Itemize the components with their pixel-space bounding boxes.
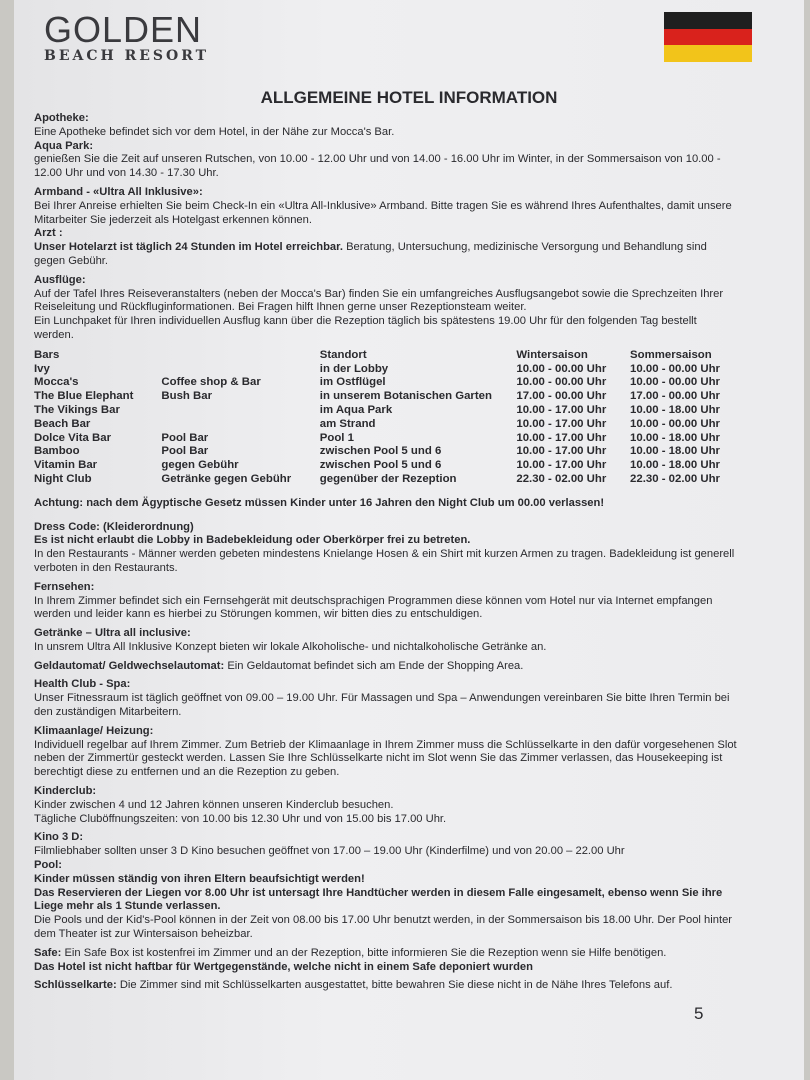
bars-cell: Wintersaison [516,348,588,361]
text-armband: Bei Ihrer Anreise erhielten Sie beim Check-In ein «Ultra All-Inklusive» Armband. Bitte tragen Sie es während Ihres Aufenthaltes, damit unsere Mitarbeiter Sie jederzeit als Hotelgast erkennen können. [34,199,732,226]
bars-cell: Getränke gegen Gebühr [161,472,292,485]
bars-cell: 10.00 - 00.00 Uhr [630,376,720,389]
text-schluessel [34,979,739,993]
text-aquapark: genießen Sie die Zeit auf unseren Rutschen, von 10.00 - 12.00 Uhr und von 14.00 - 16.00 Uhr im Winter, in der Sommersaison von 10.00 - 12.00 Uhr und von 14.30 - 17.30 Uhr. [34,153,721,180]
page-title: ALLGEMEINE HOTEL INFORMATION [260,88,558,107]
bars-cell: am Strand [319,417,376,430]
text-klima: Individuell regelbar auf Ihrem Zimmer. Zum Betrieb der Klimaanlage in Ihrem Zimmer muss die Schlüsselkarte in den dafür vorgesehenen Slot neben der Zimmertür gesteckt werden. Lassen Sie Ihre Schlüsselkarte nicht im Slot wenn Sie das Zimmer verlassen, das Housekeeping ist berechtigt diese zu entfernen und an die Rezeption zu geben. [34,738,737,779]
heading-pool: Pool: [34,859,62,872]
text-kinderclub-1: Kinder zwischen 4 und 12 Jahren können unseren Kinderclub besuchen. [34,798,394,811]
bars-cell: Dolce Vita Bar [34,431,112,444]
flag-stripe-black [664,12,752,29]
bars-cell: Pool Bar [161,445,209,458]
bars-cell: Pool 1 [319,431,354,444]
bars-cell: 10.00 - 18.00 Uhr [630,431,720,444]
heading-kino: Kino 3 D: [34,831,84,844]
heading-getraenke: Getränke – Ultra all inclusive: [34,627,191,640]
bars-cell: 22.30 - 02.00 Uhr [516,472,607,485]
text-safe-bold: Das Hotel ist nicht haftbar für Wertgegenstände, welche nicht in einem Safe deponiert wurden [34,960,533,973]
bars-cell: 10.00 - 17.00 Uhr [516,403,607,416]
bars-row [34,445,739,459]
bars-cell: Sommersaison [630,348,712,361]
bars-cell: 10.00 - 17.00 Uhr [516,417,607,430]
heading-aquapark: Aqua Park: [34,139,94,152]
text-arzt-bold: Unser Hotelarzt ist täglich 24 Stunden im Hotel erreichbar. [34,241,343,254]
bars-cell: Coffee shop & Bar [161,376,261,389]
bars-cell: 17.00 - 00.00 Uhr [516,390,607,403]
text-schluessel-rest: Die Zimmer sind mit Schlüsselkarten ausgestattet, bitte bewahren Sie diese nicht in de Nähe Ihres Telefons auf. [116,979,673,992]
heading-arzt: Arzt : [34,227,63,240]
text-safe [34,947,739,961]
bars-cell: Beach Bar [34,417,91,430]
text-safe-rest: Ein Safe Box ist kostenfrei im Zimmer und an der Rezeption, bitte informieren Sie die Rezeption wenn sie Hilfe benötigen. [61,946,667,959]
text-geldautomat [34,660,739,674]
bars-cell: 10.00 - 00.00 Uhr [516,376,607,389]
bars-cell: 22.30 - 02.00 Uhr [630,472,720,485]
text-pool: Die Pools und der Kid's-Pool können in der Zeit von 08.00 bis 17.00 Uhr benutzt werden, in der Sommersaison bis 18.00 Uhr. Der Pool hinter dem Theater ist zur Wintersaison beheizbar. [34,914,733,941]
bars-row [34,459,739,473]
heading-armband: Armband - «Ultra All Inklusive»: [34,185,203,198]
bars-cell: gegen Gebühr [161,459,239,472]
bars-cell: 10.00 - 17.00 Uhr [516,431,607,444]
bars-cell: 10.00 - 18.00 Uhr [630,445,720,458]
bars-cell [161,363,319,377]
bars-cell: Standort [319,348,367,361]
bars-cell: The Blue Elephant [34,390,134,403]
bars-cell: 10.00 - 00.00 Uhr [516,362,607,375]
text-kinderclub-2: Tägliche Cluböffnungszeiten: von 10.00 bis 12.30 Uhr und von 15.00 bis 17.00 Uhr. [34,812,447,825]
bars-cell: 17.00 - 00.00 Uhr [630,390,720,403]
bars-row [34,363,739,377]
bars-cell: Bush Bar [161,390,213,403]
notice-achtung: Achtung: nach dem Ägyptische Gesetz müssen Kinder unter 16 Jahren den Night Club um 00.00 verlassen! [34,496,605,509]
bars-row [34,432,739,446]
bars-cell: The Vikings Bar [34,403,120,416]
text-geldautomat-rest: Ein Geldautomat befindet sich am Ende der Shopping Area. [224,659,524,672]
heading-apotheke: Apotheke: [34,112,89,124]
bars-cell: Night Club [34,472,92,485]
bars-cell [161,418,319,432]
text-kino: Filmliebhaber sollten unser 3 D Kino besuchen geöffnet von 17.00 – 19.00 Uhr (Kinderfilme) und von 20.00 – 22.00 Uhr [34,845,625,858]
hotel-logo [44,9,210,64]
text-dresscode-bold: Es ist nicht erlaubt die Lobby in Badebekleidung oder Oberkörper frei zu betreten. [34,534,471,547]
bars-cell: Bars [34,348,60,361]
page-number: 5 [694,1004,704,1023]
bars-cell: 10.00 - 00.00 Uhr [630,362,720,375]
bars-cell: im Aqua Park [319,403,393,416]
bars-cell: 10.00 - 00.00 Uhr [630,417,720,430]
bars-row [34,390,739,404]
logo-main-text: GOLDEN [44,9,203,50]
bars-cell [161,349,319,363]
bars-cell: 10.00 - 18.00 Uhr [630,403,720,416]
text-fernsehen: In Ihrem Zimmer befindet sich ein Fernsehgerät mit deutschsprachigen Programmen diese können vom Hotel nur via Internet empfangen werden und leider kann es hierbei zu Störungen kommen, wir bitten dies zu entschuldigen. [34,594,713,621]
text-health: Unser Fitnessraum ist täglich geöffnet von 09.00 – 19.00 Uhr. Für Massagen und Spa – Anwendungen vereinbaren Sie bitte Ihren Termin bei den zuständigen Mitarbeitern. [34,692,730,719]
heading-schluessel: Schlüsselkarte: [34,979,117,992]
heading-fernsehen: Fernsehen: [34,580,95,593]
heading-klima: Klimaanlage/ Heizung: [34,724,154,737]
text-dresscode: In den Restaurants - Männer werden gebeten mindestens Knielange Hosen & ein Shirt mit kurzen Armen zu tragen. Badekleidung ist generell verboten in den Restaurants. [34,548,735,574]
bars-cell: Ivy [34,362,50,375]
text-pool-bold-2: Das Reservieren der Liegen vor 8.00 Uhr ist untersagt Ihre Handtücher werden in diesem Falle eingesamelt, ebenso wenn Sie ihre Liege mehr als 1 Stunde verlassen. [34,886,723,913]
text-ausfluege-2: Ein Lunchpaket für Ihren individuellen Ausflug kann über die Rezeption täglich bis spätestens 19.00 Uhr für den folgenden Tag bestellt werden. [34,315,697,341]
logo-sub-text: BEACH RESORT [44,48,210,64]
bars-cell: 10.00 - 18.00 Uhr [630,459,720,472]
bars-cell: zwischen Pool 5 und 6 [319,459,442,472]
bars-cell [161,404,319,418]
heading-kinderclub: Kinderclub: [34,785,97,798]
bars-cell: Bamboo [34,445,80,458]
bars-cell: in unserem Botanischen Garten [319,390,492,403]
heading-dresscode: Dress Code: (Kleiderordnung) [34,520,194,533]
heading-ausfluege: Ausflüge: [34,273,86,286]
bars-cell: zwischen Pool 5 und 6 [319,445,442,458]
bars-header-row [34,349,739,363]
text-ausfluege-1: Auf der Tafel Ihres Reiseveranstalters (neben der Mocca's Bar) finden Sie ein umfangreiches Ausflugsangebot sowie die Sprechzeiten Ihrer Reiseleitung und Rückfluginformationen. Bei Fragen hilft Ihnen gerne unser Rezeptionsteam weiter. [34,287,724,314]
bars-cell: 10.00 - 17.00 Uhr [516,459,607,472]
bars-cell: Mocca's [34,376,79,389]
text-arzt-rest: Beratung, Untersuchung, medizinische Versorgung und Behandlung sind gegen Gebühr. [34,241,707,267]
flag-stripe-gold [664,45,752,62]
bars-cell: im Ostflügel [319,376,386,389]
bars-cell: 10.00 - 17.00 Uhr [516,445,607,458]
bars-row [34,404,739,418]
text-getraenke: In unsrem Ultra All Inklusive Konzept bieten wir lokale Alkoholische- und nichtalkoholische Getränke an. [34,640,547,653]
text-pool-bold-1: Kinder müssen ständig von ihren Eltern beaufsichtigt werden! [34,872,365,885]
text-apotheke: Eine Apotheke befindet sich vor dem Hotel, in der Nähe zur Mocca's Bar. [34,125,395,138]
heading-geldautomat: Geldautomat/ Geldwechselautomat: [34,659,225,672]
info-content [34,112,739,993]
document-page [14,0,804,1080]
bars-row [34,376,739,390]
bars-cell: Pool Bar [161,431,209,444]
flag-stripe-red [664,29,752,46]
bars-row [34,473,739,487]
heading-safe: Safe: [34,946,62,959]
heading-health: Health Club - Spa: [34,678,131,691]
german-flag-icon [664,12,752,62]
bars-cell: gegenüber der Rezeption [319,472,457,485]
bars-cell: Vitamin Bar [34,459,98,472]
bars-row [34,418,739,432]
bars-cell: in der Lobby [319,362,389,375]
bars-table [34,349,739,487]
text-arzt [34,241,739,269]
